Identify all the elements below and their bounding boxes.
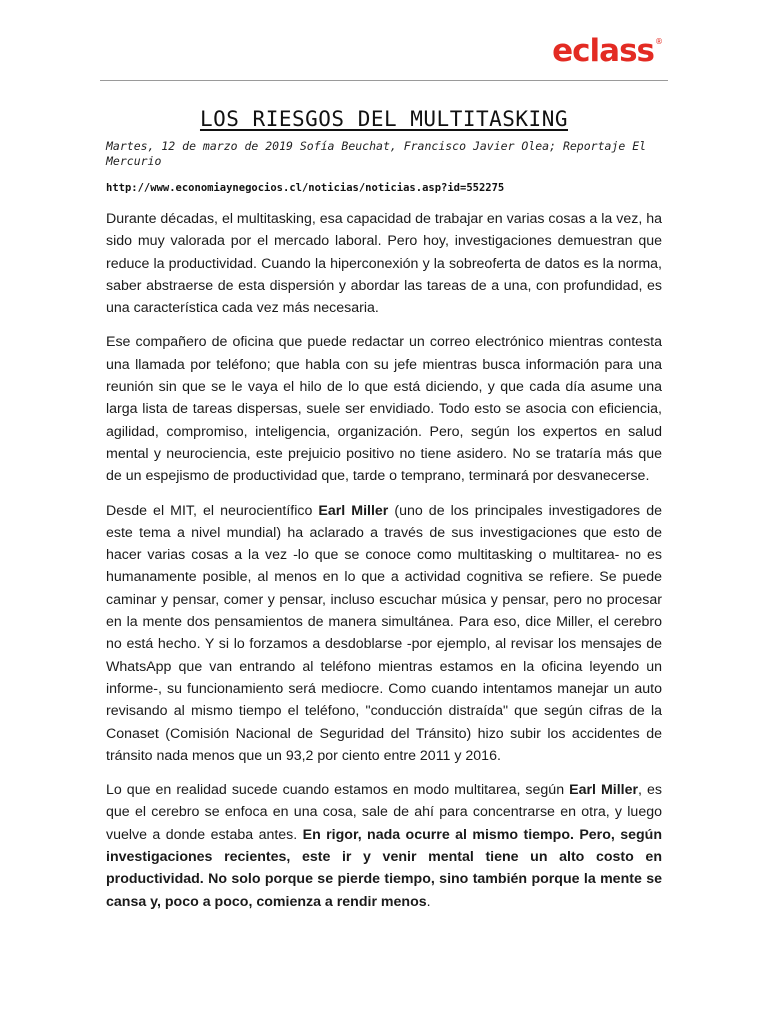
registered-mark: ® bbox=[655, 37, 662, 46]
source-url-link[interactable]: http://www.economiaynegocios.cl/noticias/noticias.asp?id=552275 bbox=[106, 182, 505, 194]
logo-text: eclass bbox=[552, 33, 654, 69]
paragraph-4-end: . bbox=[426, 893, 431, 910]
paragraph-4-highlight: En rigor, nada ocurre al mismo tiempo. Pero, según investigaciones recientes, este ir y venir mental tiene un alto costo en productividad. No solo porque se pierde tiempo, sino también porque la mente se cansa y, poco a poco, comienza a rendir menos bbox=[106, 826, 662, 910]
eclass-logo bbox=[552, 33, 662, 69]
researcher-name: Earl Miller bbox=[569, 782, 639, 799]
researcher-name: Earl Miller bbox=[318, 502, 389, 519]
article-byline: Martes, 12 de marzo de 2019 Sofía Beuchat, Francisco Javier Olea; Reportaje El Mercurio bbox=[106, 139, 647, 168]
header-divider bbox=[100, 80, 668, 81]
paragraph-3-text-b: (uno de los principales investigadores de este tema a nivel mundial) ha aclarado a través de sus investigaciones que esto de hacer varias cosas a la vez -lo que se conoce como multitasking o multitarea- no es humanamente posible, al menos en lo que a actividad cognitiva se refiere. Se puede caminar y pensar, comer y pensar, incluso escuchar música y pensar, pero no procesar en la mente dos pensamientos de manera simultánea. Para eso, dice Miller, el cerebro no está hecho. Y si lo forzamos a desdoblarse -por ejemplo, al revisar los mensajes de WhatsApp que van entrando al teléfono mientras estamos en la oficina leyendo un informe-, su funcionamiento será mediocre. Como cuando intentamos manejar un auto revisando al mismo tiempo el teléfono, "conducción distraída" que según cifras de la Conaset (Comisión Nacional de Seguridad del Tránsito) hizo subir los accidentes de tránsito nada menos que un 93,2 por ciento entre 2011 y 2016. bbox=[106, 502, 662, 764]
paragraph-4-text-b: , es que el cerebro se enfoca en una cosa, sale de ahí para concentrarse en otra, y luego vuelve a donde estaba antes. bbox=[106, 782, 662, 843]
paragraph-1: Durante décadas, el multitasking, esa capacidad de trabajar en varias cosas a la vez, ha sido muy valorada por el mercado laboral. Pero hoy, investigaciones demuestran que reduce la productividad. Cuando la hiperconexión y la sobreoferta de datos es la norma, saber abstraerse de esta dispersión y abordar las tareas de a una, con profundidad, es una característica cada vez más necesaria. bbox=[106, 211, 662, 317]
paragraph-4-text-a: Lo que en realidad sucede cuando estamos en modo multitarea, según bbox=[106, 782, 570, 799]
paragraph-3 bbox=[106, 500, 662, 768]
paragraph-4 bbox=[106, 779, 662, 913]
paragraph-3-text-a: Desde el MIT, el neurocientífico bbox=[106, 502, 319, 519]
article-title: LOS RIESGOS DEL MULTITASKING bbox=[199, 107, 568, 132]
article-body bbox=[106, 208, 662, 925]
paragraph-2: Ese compañero de oficina que puede redactar un correo electrónico mientras contesta una llamada por teléfono; que habla con su jefe mientras busca información para una reunión sin que se le vaya el hilo de lo que está diciendo, y que cada día asume una larga lista de tareas dispersas, suele ser envidiado. Todo esto se asocia con eficiencia, agilidad, compromiso, inteligencia, organización. Pero, según los expertos en salud mental y neurociencia, este prejuicio positivo no tiene asidero. No se trataría más que de un espejismo de productividad que, tarde o temprano, terminará por desvanecerse. bbox=[106, 334, 662, 485]
